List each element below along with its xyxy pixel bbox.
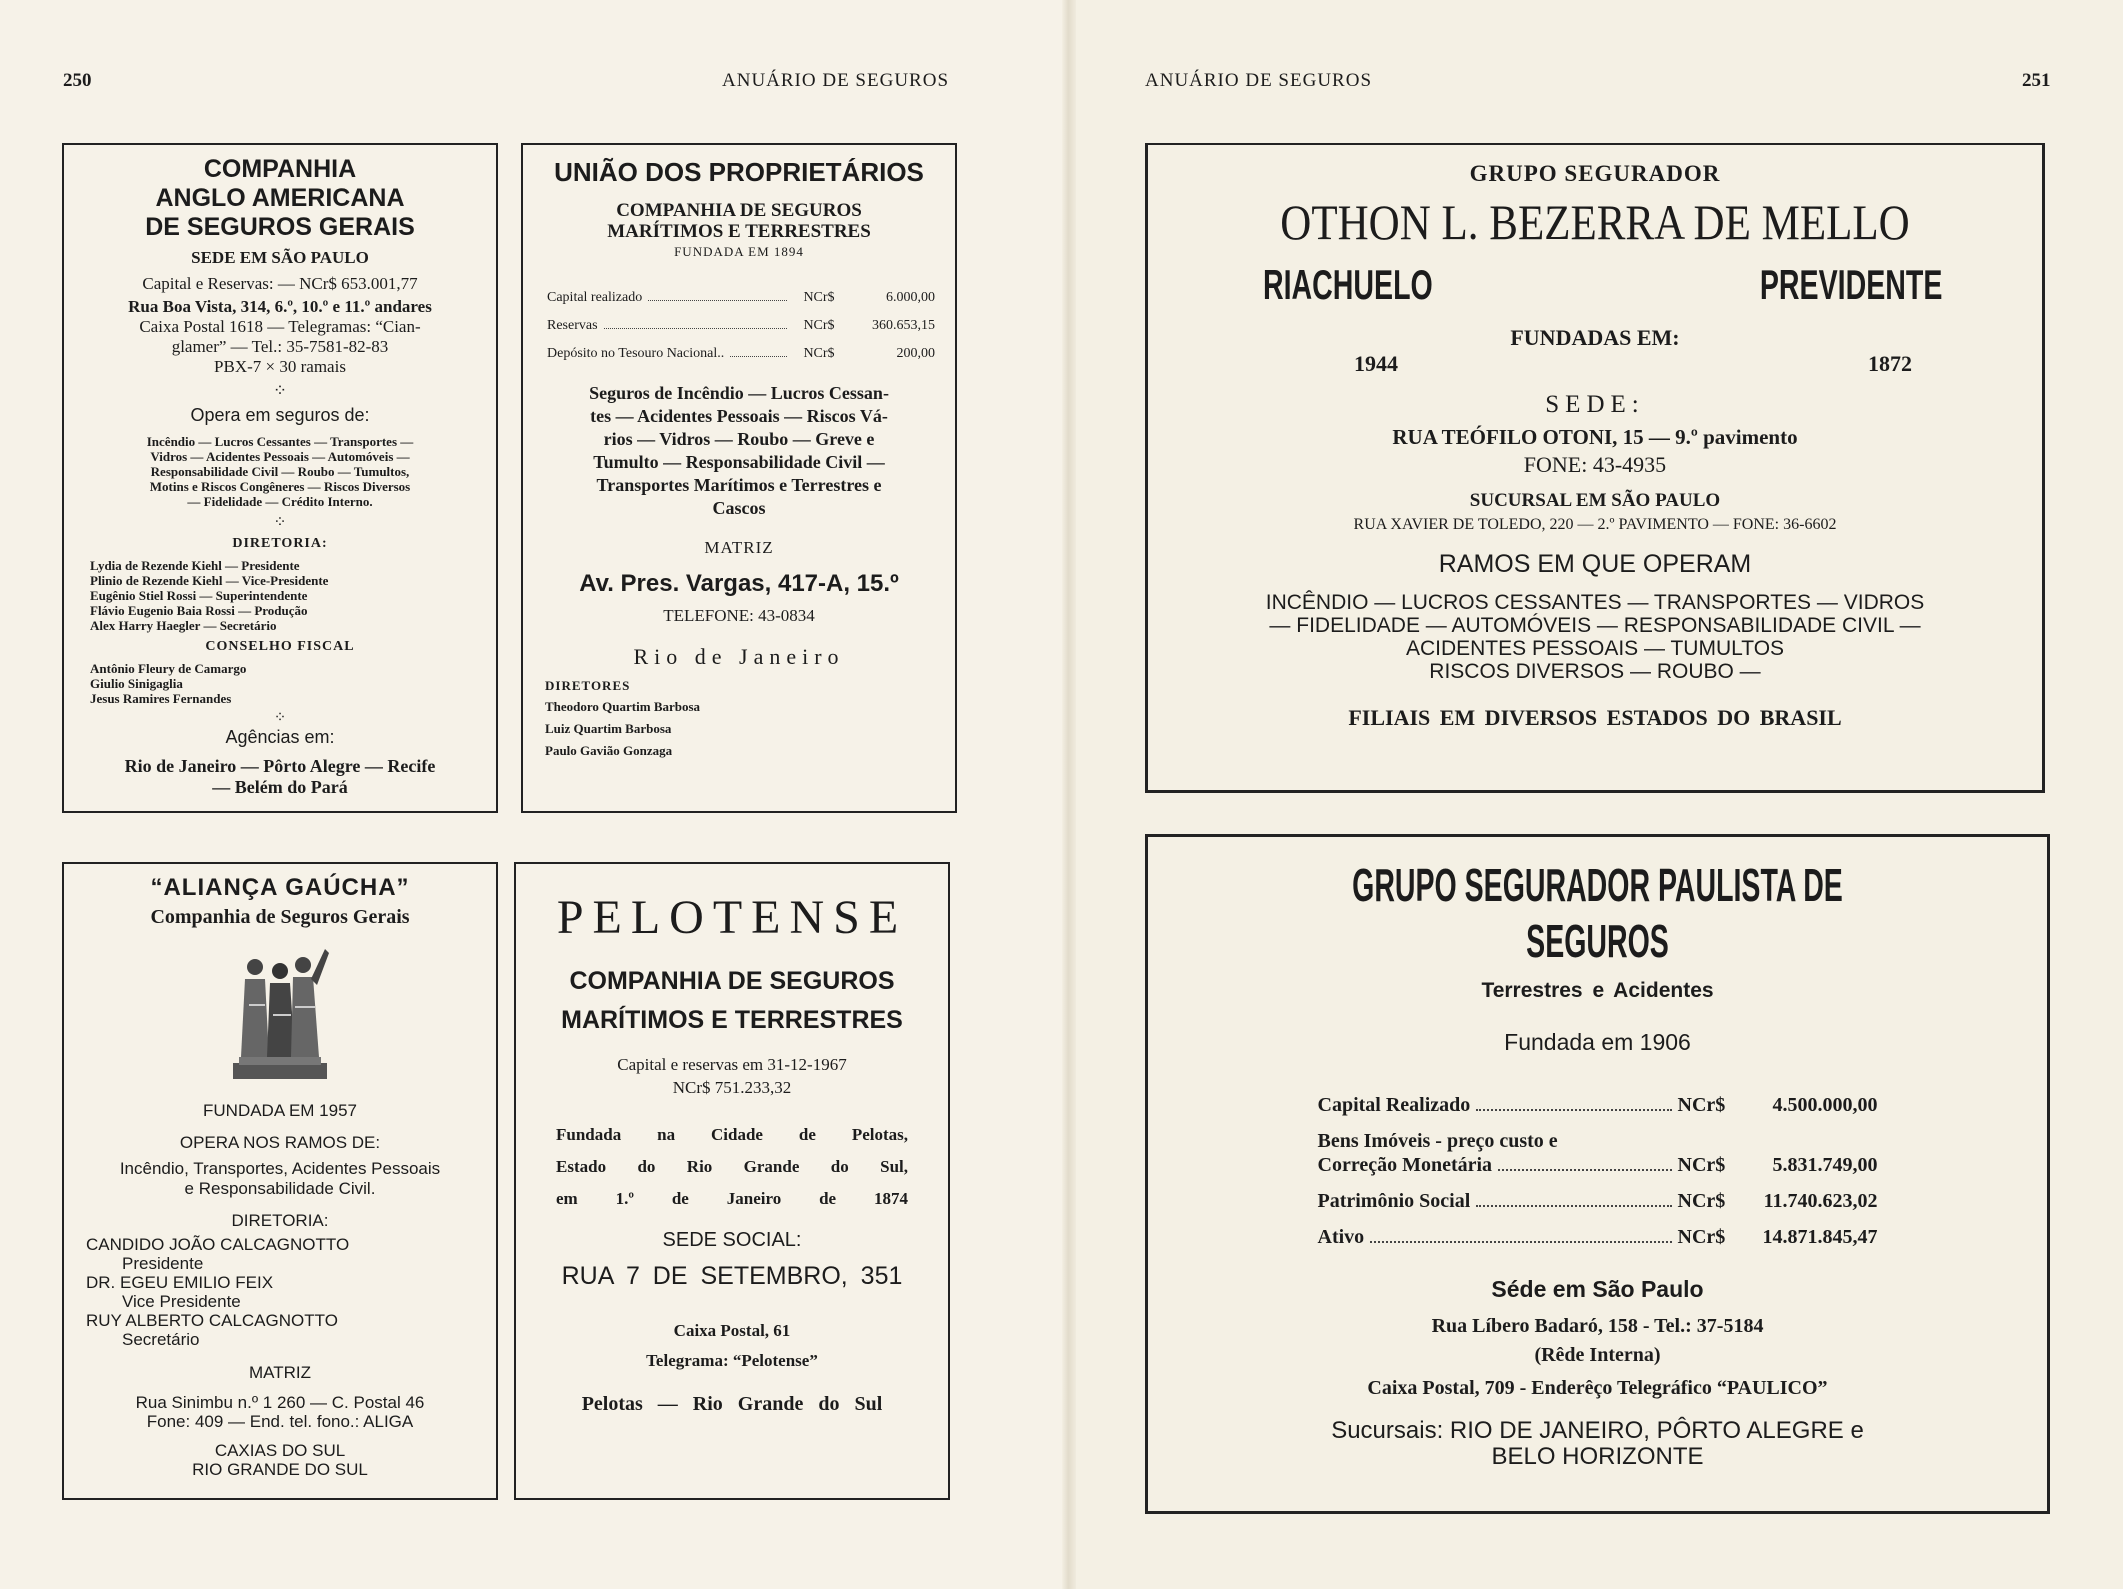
uniao-financial-table <box>547 284 935 368</box>
statue-group-icon <box>225 945 335 1085</box>
anglo-name-1: COMPANHIA <box>203 155 357 183</box>
pelotense-sede-title: SEDE SOCIAL: <box>662 1229 802 1251</box>
alianca-cidade: CAXIAS DO SUL <box>214 1441 346 1460</box>
alianca-person-2: DR. EGEU EMILIO FEIX <box>86 1273 274 1292</box>
paulista-row <box>1318 1154 1878 1190</box>
uniao-row-value: 200,00 <box>896 346 935 361</box>
anglo-director-1: Lydia de Rezende Kiehl — Presidente <box>90 558 300 573</box>
uniao-subtitle-1: COMPANHIA DE SEGUROS <box>616 200 862 221</box>
alianca-person-1: CANDIDO JOÃO CALCAGNOTTO <box>86 1235 350 1254</box>
right-page-header: ANUÁRIO DE SEGUROS <box>1145 70 1373 91</box>
alianca-diretoria-title: DIRETORIA: <box>231 1211 329 1230</box>
alianca-estado: RIO GRANDE DO SUL <box>192 1460 368 1479</box>
othon-previdente: PREVIDENTE <box>1759 261 1942 308</box>
anglo-conselho-3: Jesus Ramires Fernandes <box>90 691 232 706</box>
paulista-rede: (Rêde Interna) <box>1534 1344 1661 1366</box>
pelotense-subtitle-1: COMPANHIA DE SEGUROS <box>569 967 895 995</box>
anglo-ramos-3: Responsabilidade Civil — Roubo — Tumultos, <box>150 464 410 479</box>
uniao-telefone: TELEFONE: 43-0834 <box>663 606 815 625</box>
paulista-row-currency: NCr$ <box>1677 1094 1726 1116</box>
uniao-row <box>547 312 935 340</box>
pelotense-capital-2: NCr$ 751.233,32 <box>672 1078 792 1097</box>
anglo-opera-label: Opera em seguros de: <box>190 405 370 425</box>
pelotense-caixa: Caixa Postal, 61 <box>673 1321 791 1340</box>
paulista-row-label: Correção Monetária <box>1317 1154 1493 1176</box>
right-page-number: 251 <box>2022 70 2051 91</box>
anglo-ramos-2: Vidros — Acidentes Pessoais — Automóveis — <box>150 449 410 464</box>
paulista-row <box>1318 1190 1878 1226</box>
alianca-fundada: FUNDADA EM 1957 <box>203 1101 357 1120</box>
book-gutter <box>1062 0 1076 1589</box>
ad-uniao-proprietarios <box>521 143 957 813</box>
paulista-row-value: 4.500.000,00 <box>1772 1094 1878 1116</box>
paulista-bens-label: Bens Imóveis - preço custo e <box>1317 1130 1558 1152</box>
othon-grupo: GRUPO SEGURADOR <box>1469 161 1721 186</box>
pelotense-bottom: Pelotas — Rio Grande do Sul <box>581 1393 883 1415</box>
paulista-row-currency: NCr$ <box>1677 1154 1726 1176</box>
anglo-agencias-1: Rio de Janeiro — Pôrto Alegre — Recife <box>124 756 436 776</box>
othon-ramos-1: INCÊNDIO — LUCROS CESSANTES — TRANSPORTES — VIDROS <box>1265 591 1925 614</box>
uniao-seguros-1: Seguros de Incêndio — Lucros Cessan- <box>589 383 889 403</box>
pelotense-fundada-1: Fundada na Cidade de Pelotas, <box>556 1125 908 1144</box>
uniao-seguros-4: Tumulto — Responsabilidade Civil — <box>593 452 885 472</box>
othon-sede: SEDE: <box>1545 391 1645 418</box>
alianca-subtitle: Companhia de Seguros Gerais <box>150 906 410 928</box>
alianca-role-2: Vice Presidente <box>122 1292 241 1311</box>
uniao-row <box>547 340 935 368</box>
uniao-row-currency: NCr$ <box>803 290 835 305</box>
uniao-diretor-3: Paulo Gavião Gonzaga <box>545 743 673 758</box>
pelotense-rua: RUA 7 DE SETEMBRO, 351 <box>561 1262 903 1290</box>
paulista-sede-title: Séde em São Paulo <box>1491 1276 1704 1302</box>
paulista-row-value: 11.740.623,02 <box>1763 1190 1878 1212</box>
alianca-matriz-1: Rua Sinimbu n.º 1 260 — C. Postal 46 <box>135 1393 425 1412</box>
uniao-row-currency: NCr$ <box>803 346 835 361</box>
anglo-director-4: Flávio Eugenio Baia Rossi — Produção <box>90 603 308 618</box>
alianca-role-3: Secretário <box>122 1330 200 1349</box>
uniao-matriz: MATRIZ <box>704 538 774 557</box>
paulista-caixa: Caixa Postal, 709 - Enderêço Telegráfico “PAULICO” <box>1367 1377 1828 1399</box>
anglo-diretoria-title: DIRETORIA: <box>232 536 328 551</box>
anglo-address-1: Rua Boa Vista, 314, 6.º, 10.º e 11.º andares <box>128 297 432 316</box>
ad-grupo-paulista <box>1145 834 2050 1514</box>
othon-name: OTHON L. BEZERRA DE MELLO <box>1280 194 1910 250</box>
uniao-diretor-1: Theodoro Quartim Barbosa <box>545 699 701 714</box>
anglo-agencias-label: Agências em: <box>225 727 335 747</box>
ornament: ⁘ <box>273 514 287 531</box>
uniao-title: UNIÃO DOS PROPRIETÁRIOS <box>554 157 924 187</box>
alianca-role-1: Presidente <box>122 1254 204 1273</box>
anglo-address-2: Caixa Postal 1618 — Telegramas: “Cian- <box>139 317 421 336</box>
uniao-row-value: 360.653,15 <box>872 318 935 333</box>
paulista-fundada: Fundada em 1906 <box>1504 1029 1691 1055</box>
anglo-ramos-1: Incêndio — Lucros Cessantes — Transportes — <box>146 434 414 449</box>
othon-year-riachuelo: 1944 <box>1354 351 1398 376</box>
othon-year-previdente: 1872 <box>1868 351 1912 376</box>
anglo-director-2: Plinio de Rezende Kiehl — Vice-Presidente <box>90 573 329 588</box>
paulista-row-value: 5.831.749,00 <box>1772 1154 1878 1176</box>
paulista-sucursais-2: BELO HORIZONTE <box>1491 1443 1704 1470</box>
anglo-conselho-1: Antônio Fleury de Camargo <box>90 661 247 676</box>
uniao-seguros-2: tes — Acidentes Pessoais — Riscos Vá- <box>590 406 888 426</box>
ornament: ⁘ <box>272 381 288 400</box>
pelotense-title: PELOTENSE <box>556 891 908 944</box>
anglo-ramos-4: Motins e Riscos Congêneres — Riscos Diversos <box>149 479 411 494</box>
othon-sucursal-address: RUA XAVIER DE TOLEDO, 220 — 2.º PAVIMENTO — FONE: 36-6602 <box>1353 516 1837 533</box>
anglo-agencias-2: — Belém do Pará <box>212 777 348 797</box>
anglo-conselho-2: Giulio Sinigaglia <box>90 676 183 691</box>
paulista-rua: Rua Líbero Badaró, 158 - Tel.: 37-5184 <box>1431 1315 1764 1337</box>
anglo-sede: SEDE EM SÃO PAULO <box>191 248 369 267</box>
ad-anglo-americana <box>62 143 498 813</box>
anglo-name-3: DE SEGUROS GERAIS <box>145 213 415 241</box>
uniao-row-label: Reservas <box>547 318 598 333</box>
othon-rua: RUA TEÓFILO OTONI, 15 — 9.º pavimento <box>1392 425 1798 449</box>
uniao-cidade: Rio de Janeiro <box>633 644 845 669</box>
ad-alianca-gaucha <box>62 862 498 1500</box>
alianca-title: “ALIANÇA GAÚCHA” <box>150 874 410 901</box>
alianca-ramos-2: e Responsabilidade Civil. <box>184 1179 376 1198</box>
othon-fundadas: FUNDADAS EM: <box>1510 325 1680 350</box>
left-page-number: 250 <box>63 70 92 91</box>
anglo-director-5: Alex Harry Haegler — Secretário <box>90 618 277 633</box>
pelotense-telegrama: Telegrama: “Pelotense” <box>646 1351 818 1370</box>
paulista-row-label: Patrimônio Social <box>1317 1190 1471 1212</box>
paulista-subtitle: Terrestres e Acidentes <box>1481 979 1714 1002</box>
othon-riachuelo: RIACHUELO <box>1263 261 1433 308</box>
uniao-seguros-5: Transportes Marítimos e Terrestres e <box>596 475 882 495</box>
anglo-name-2: ANGLO AMERICANA <box>155 184 405 212</box>
pelotense-fundada-2: Estado do Rio Grande do Sul, <box>556 1157 908 1176</box>
othon-filiais: FILIAIS EM DIVERSOS ESTADOS DO BRASIL <box>1348 705 1842 730</box>
paulista-row-currency: NCr$ <box>1677 1190 1726 1212</box>
paulista-row-currency: NCr$ <box>1677 1226 1726 1248</box>
alianca-opera-label: OPERA NOS RAMOS DE: <box>179 1133 381 1152</box>
uniao-seguros-3: rios — Vidros — Roubo — Greve e <box>603 429 875 449</box>
othon-ramos-4: RISCOS DIVERSOS — ROUBO — <box>1429 660 1761 683</box>
alianca-matriz: MATRIZ <box>248 1363 311 1382</box>
othon-sucursal: SUCURSAL EM SÃO PAULO <box>1469 490 1721 511</box>
paulista-financial-table <box>1318 1094 1878 1262</box>
anglo-director-3: Eugênio Stiel Rossi — Superintendente <box>90 588 308 603</box>
uniao-diretores-title: DIRETORES <box>545 678 631 693</box>
alianca-matriz-2: Fone: 409 — End. tel. fono.: ALIGA <box>146 1412 414 1431</box>
uniao-row-label: Capital realizado <box>547 290 643 305</box>
othon-fone: FONE: 43-4935 <box>1523 452 1667 477</box>
alianca-ramos-1: Incêndio, Transportes, Acidentes Pessoais <box>119 1159 441 1178</box>
anglo-address-3: glamer” — Tel.: 35-7581-82-83 <box>171 337 389 356</box>
ad-pelotense <box>514 862 950 1500</box>
uniao-row-value: 6.000,00 <box>886 290 935 305</box>
anglo-ramos-5: — Fidelidade — Crédito Interno. <box>187 494 373 509</box>
anglo-capital: Capital e Reservas: — NCr$ 653.001,77 <box>142 274 418 293</box>
paulista-sucursais-1: Sucursais: RIO DE JANEIRO, PÔRTO ALEGRE e <box>1331 1417 1864 1444</box>
uniao-row-label: Depósito no Tesouro Nacional.. <box>547 346 725 361</box>
paulista-row-label: Ativo <box>1317 1226 1365 1248</box>
ad-grupo-othon <box>1145 143 2045 793</box>
othon-ramos-title: RAMOS EM QUE OPERAM <box>1438 550 1752 578</box>
othon-ramos-3: ACIDENTES PESSOAIS — TUMULTOS <box>1405 637 1785 660</box>
anglo-address-4: PBX-7 × 30 ramais <box>214 357 346 376</box>
uniao-row-currency: NCr$ <box>803 318 835 333</box>
paulista-title: GRUPO SEGURADOR PAULISTA DE SEGUROS <box>1352 859 1843 967</box>
pelotense-subtitle-2: MARÍTIMOS E TERRESTRES <box>561 1006 903 1034</box>
paulista-row <box>1318 1226 1878 1262</box>
anglo-conselho-title: CONSELHO FISCAL <box>205 639 355 654</box>
left-page-header: ANUÁRIO DE SEGUROS <box>722 70 950 91</box>
uniao-diretor-2: Luiz Quartim Barbosa <box>545 721 672 736</box>
alianca-person-3: RUY ALBERTO CALCAGNOTTO <box>86 1311 338 1330</box>
ornament: ⁘ <box>273 710 287 726</box>
uniao-subtitle-2: MARÍTIMOS E TERRESTRES <box>607 221 871 242</box>
pelotense-fundada-3: em 1.º de Janeiro de 1874 <box>556 1189 908 1208</box>
paulista-row-label: Capital Realizado <box>1317 1094 1471 1116</box>
othon-ramos-2: — FIDELIDADE — AUTOMÓVEIS — RESPONSABILIDADE CIVIL — <box>1269 614 1921 637</box>
uniao-row <box>547 284 935 312</box>
uniao-endereco: Av. Pres. Vargas, 417-A, 15.º <box>579 570 899 597</box>
paulista-row-value: 14.871.845,47 <box>1762 1226 1878 1248</box>
uniao-fundada: FUNDADA EM 1894 <box>674 244 804 259</box>
pelotense-capital-1: Capital e reservas em 31-12-1967 <box>617 1055 847 1074</box>
paulista-row <box>1318 1094 1878 1130</box>
uniao-seguros-6: Cascos <box>712 498 766 518</box>
